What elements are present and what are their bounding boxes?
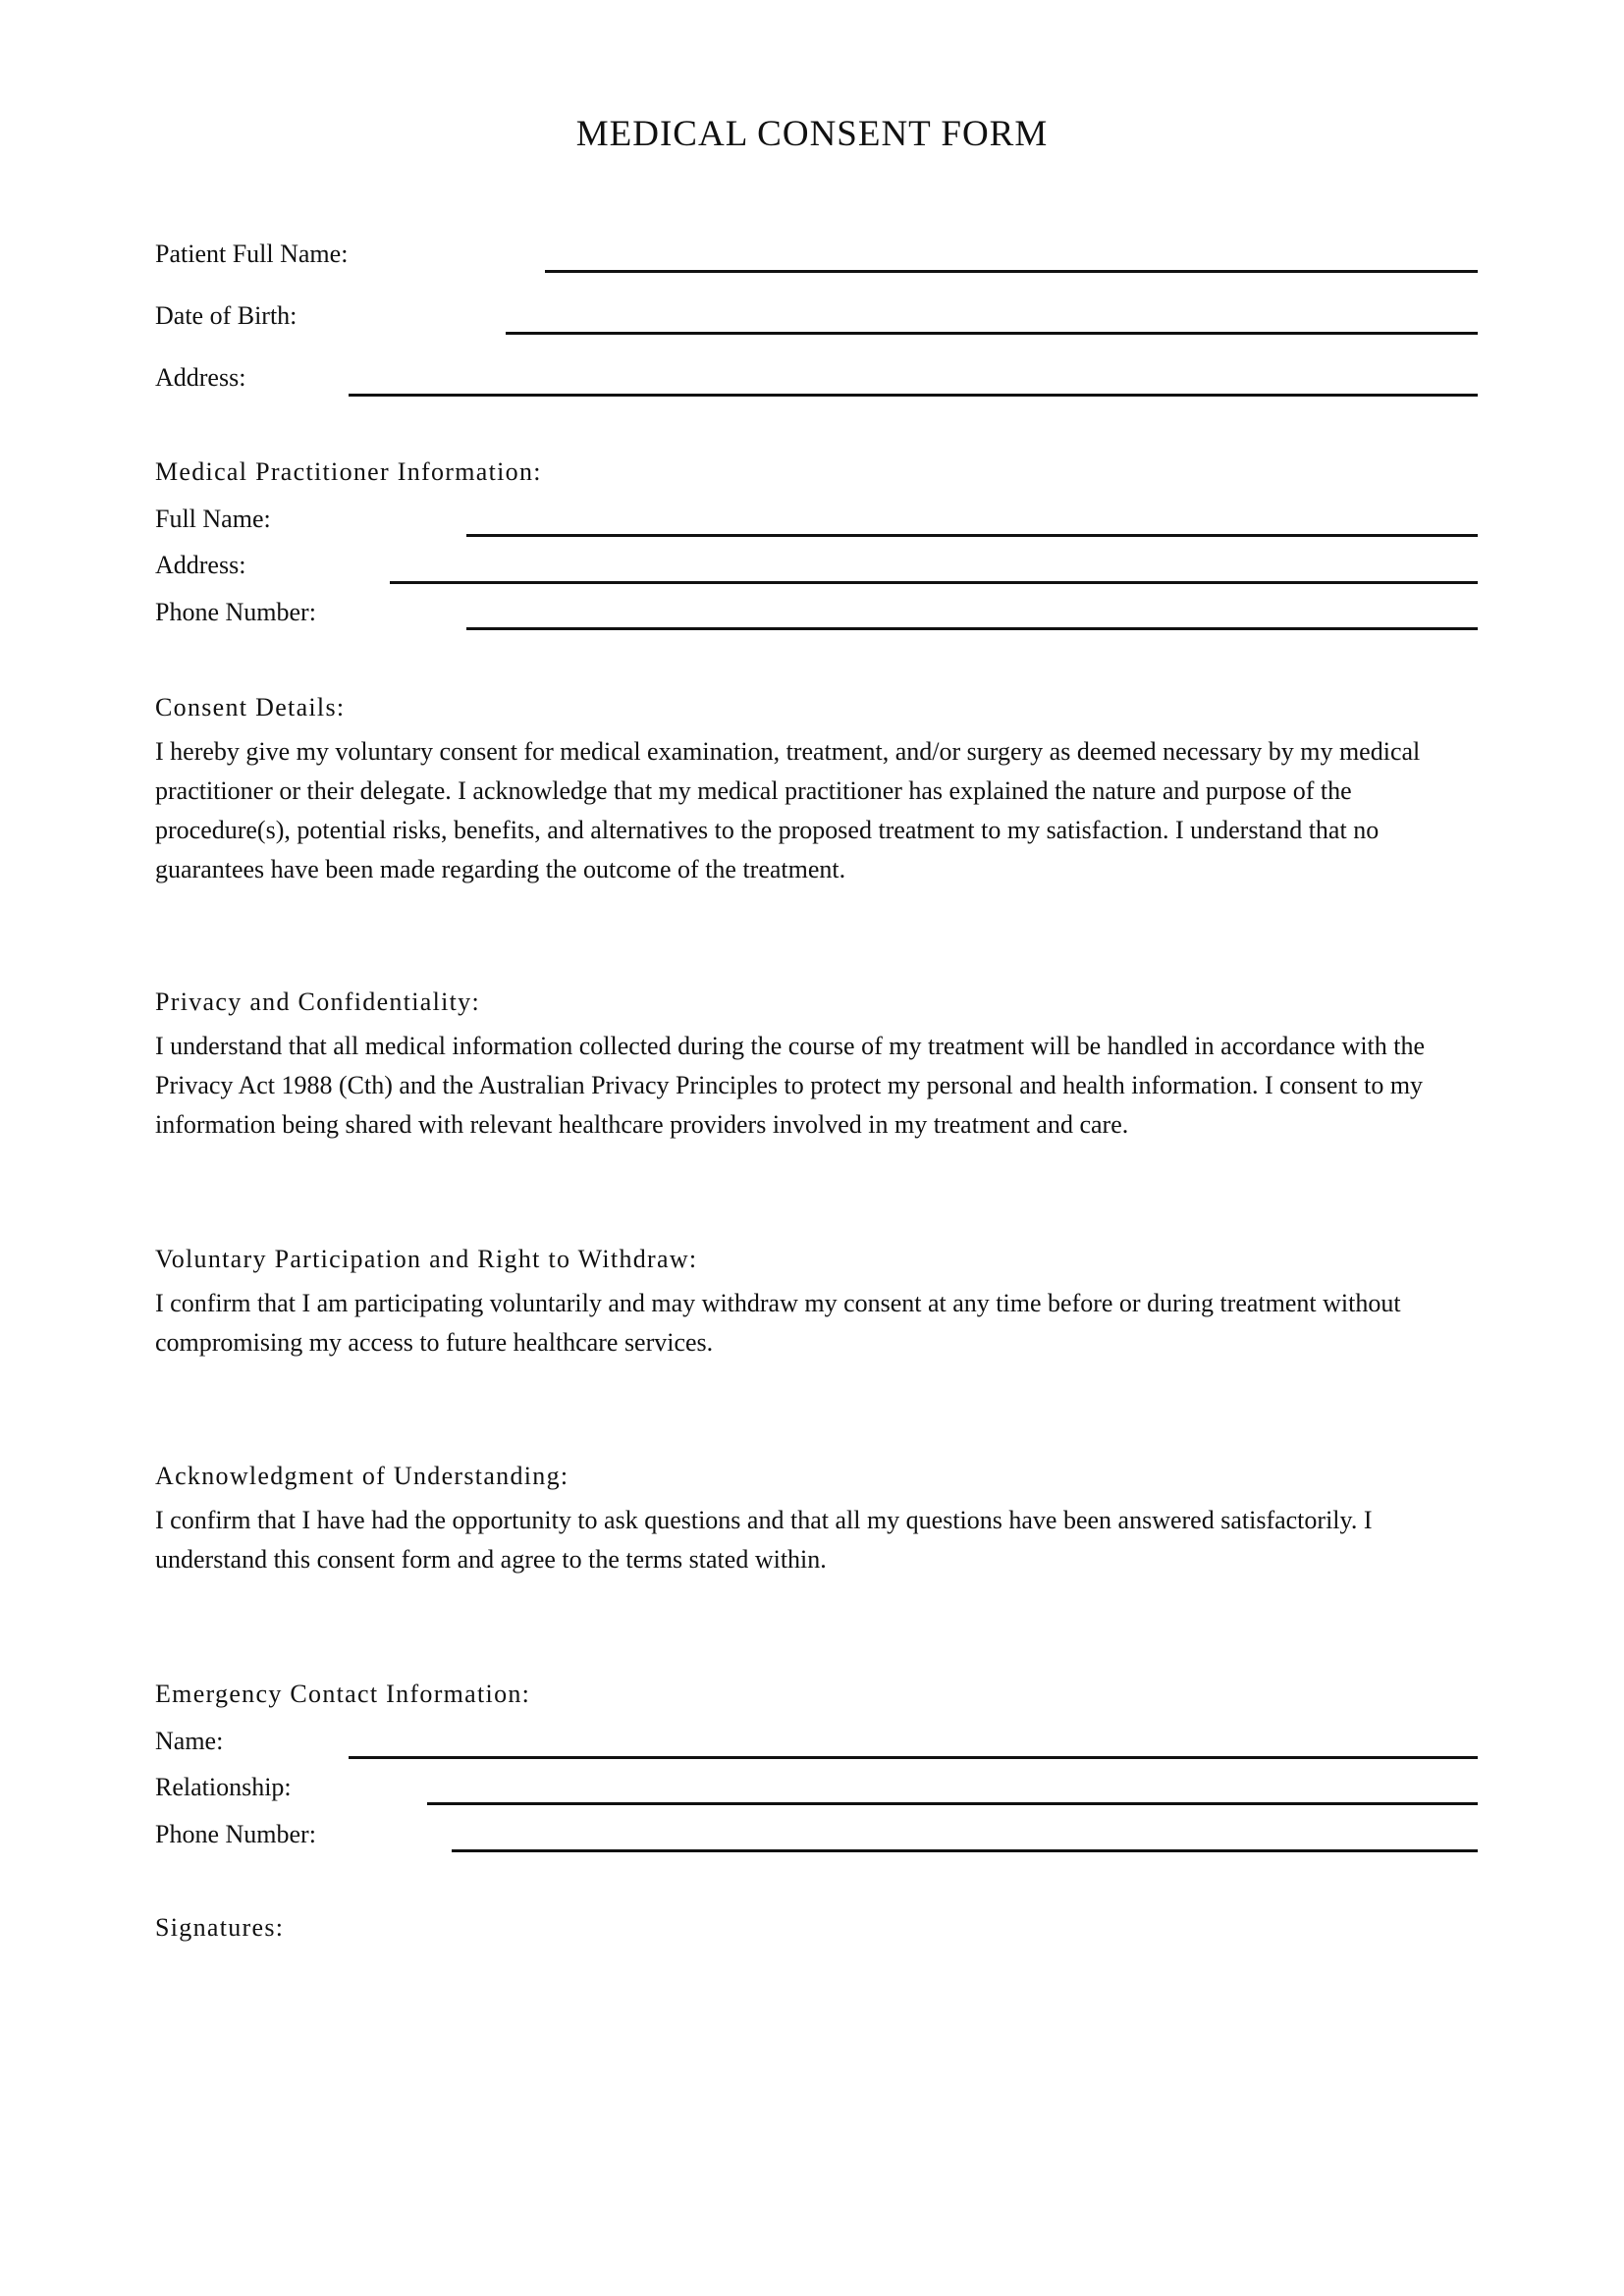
signatures-heading: Signatures: bbox=[155, 1913, 285, 1942]
form-title: MEDICAL CONSENT FORM bbox=[575, 114, 1049, 154]
emergency-relationship-label: Relationship: bbox=[155, 1773, 292, 1801]
patient-address-label: Address: bbox=[155, 363, 246, 392]
practitioner-phone-label: Phone Number: bbox=[155, 598, 316, 626]
emergency-phone-label: Phone Number: bbox=[155, 1820, 316, 1848]
practitioner-phone-field[interactable] bbox=[466, 627, 1478, 630]
emergency-heading: Emergency Contact Information: bbox=[155, 1680, 531, 1708]
patient-address-field[interactable] bbox=[349, 394, 1478, 397]
practitioner-address-label: Address: bbox=[155, 551, 246, 579]
patient-full-name-field[interactable] bbox=[545, 270, 1478, 273]
privacy-text: I understand that all medical information collected during the course of my treatment will be handled in accordance with the Privacy Act 1988 (Cth) and the Australian Privacy Principles to protect my personal and health information. I consent to my information being shared with relevant healthcare providers involved in my treatment and care. bbox=[155, 1032, 1426, 1139]
patient-full-name-label: Patient Full Name: bbox=[155, 240, 349, 268]
privacy-heading: Privacy and Confidentiality: bbox=[155, 988, 481, 1016]
practitioner-heading: Medical Practitioner Information: bbox=[155, 457, 542, 486]
practitioner-full-name-field[interactable] bbox=[466, 534, 1478, 537]
consent-heading: Consent Details: bbox=[155, 693, 346, 721]
voluntary-heading: Voluntary Participation and Right to Withdraw: bbox=[155, 1245, 698, 1273]
voluntary-text: I confirm that I am participating voluntarily and may withdraw my consent at any time before or during treatment without compromising my access to future healthcare services. bbox=[155, 1289, 1401, 1357]
acknowledgment-heading: Acknowledgment of Understanding: bbox=[155, 1462, 569, 1490]
practitioner-address-field[interactable] bbox=[390, 581, 1478, 584]
emergency-phone-field[interactable] bbox=[452, 1849, 1478, 1852]
consent-text: I hereby give my voluntary consent for medical examination, treatment, and/or surgery as deemed necessary by my medical practitioner or their delegate. I acknowledge that my medical practitioner has explained the nature and purpose of the procedure(s), potential risks, benefits, and alternatives to the proposed treatment to my satisfaction. I understand that no guarantees have been made regarding the outcome of the treatment. bbox=[155, 737, 1421, 883]
emergency-name-field[interactable] bbox=[349, 1756, 1478, 1759]
practitioner-full-name-label: Full Name: bbox=[155, 505, 271, 533]
emergency-name-label: Name: bbox=[155, 1727, 224, 1755]
patient-dob-field[interactable] bbox=[506, 332, 1478, 335]
acknowledgment-text: I confirm that I have had the opportunity to ask questions and that all my questions have been answered satisfactorily. I understand this consent form and agree to the terms stated within. bbox=[155, 1506, 1373, 1574]
patient-dob-label: Date of Birth: bbox=[155, 301, 298, 330]
emergency-relationship-field[interactable] bbox=[427, 1802, 1478, 1805]
